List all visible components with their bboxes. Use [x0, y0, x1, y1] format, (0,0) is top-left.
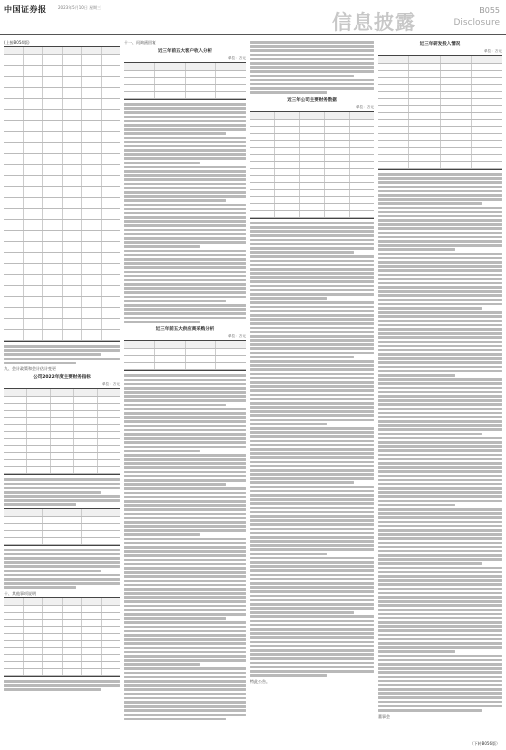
table-unit: 单位：万元 [484, 49, 502, 53]
data-table-5 [124, 62, 246, 100]
issue-date: 2023年5月10日 星期三 [58, 5, 102, 10]
column-1 [4, 38, 120, 693]
section-heading: 十一、问询函回复 [124, 40, 156, 45]
section-subtitle: Disclosure [453, 18, 500, 28]
newspaper-masthead: 中国证券报 [4, 4, 47, 14]
column-3 [250, 38, 374, 685]
table-title: 近三年公司主要财务数据 [287, 97, 337, 103]
table-unit: 单位：万元 [228, 56, 246, 60]
table-title: 近三年前五大客户收入分析 [158, 49, 212, 54]
body-text [4, 478, 120, 506]
data-table-6 [124, 340, 246, 371]
closing-note: 特此公告。 [250, 678, 270, 684]
closing-note: 董事会 [378, 713, 390, 719]
body-text [378, 173, 502, 712]
continued-footer: （下转B056版） [469, 741, 500, 746]
section-heading: 九、会计政策和会计估计变更 [4, 366, 56, 372]
body-text [4, 345, 120, 364]
table-unit: 单位：万元 [228, 334, 246, 339]
page-number: B055 [479, 6, 500, 15]
column-2 [124, 38, 246, 722]
body-text [4, 549, 120, 589]
page-header [0, 0, 506, 35]
column-4 [378, 38, 502, 720]
data-table-7 [250, 111, 374, 219]
table-title: 公司2022年度主要财务指标 [33, 375, 91, 381]
table-unit: 单位：万元 [102, 382, 120, 387]
body-text [4, 680, 120, 691]
body-text [124, 103, 246, 323]
body-text [124, 374, 246, 720]
data-table-8 [378, 55, 502, 170]
continued-note: (上接B054版) [4, 40, 30, 45]
data-table-1 [4, 46, 120, 342]
section-heading: 十、其他事项说明 [4, 590, 36, 596]
body-text [250, 222, 374, 677]
body-text [250, 41, 374, 94]
table-unit: 单位：万元 [356, 104, 374, 109]
data-table-2 [4, 388, 120, 475]
data-table-3 [4, 508, 120, 546]
table-title: 近三年研发投入情况 [419, 42, 461, 47]
data-table-4 [4, 597, 120, 677]
table-title: 近三年前五大供应商采购分析 [155, 327, 215, 333]
section-title: 信息披露 [332, 10, 416, 34]
